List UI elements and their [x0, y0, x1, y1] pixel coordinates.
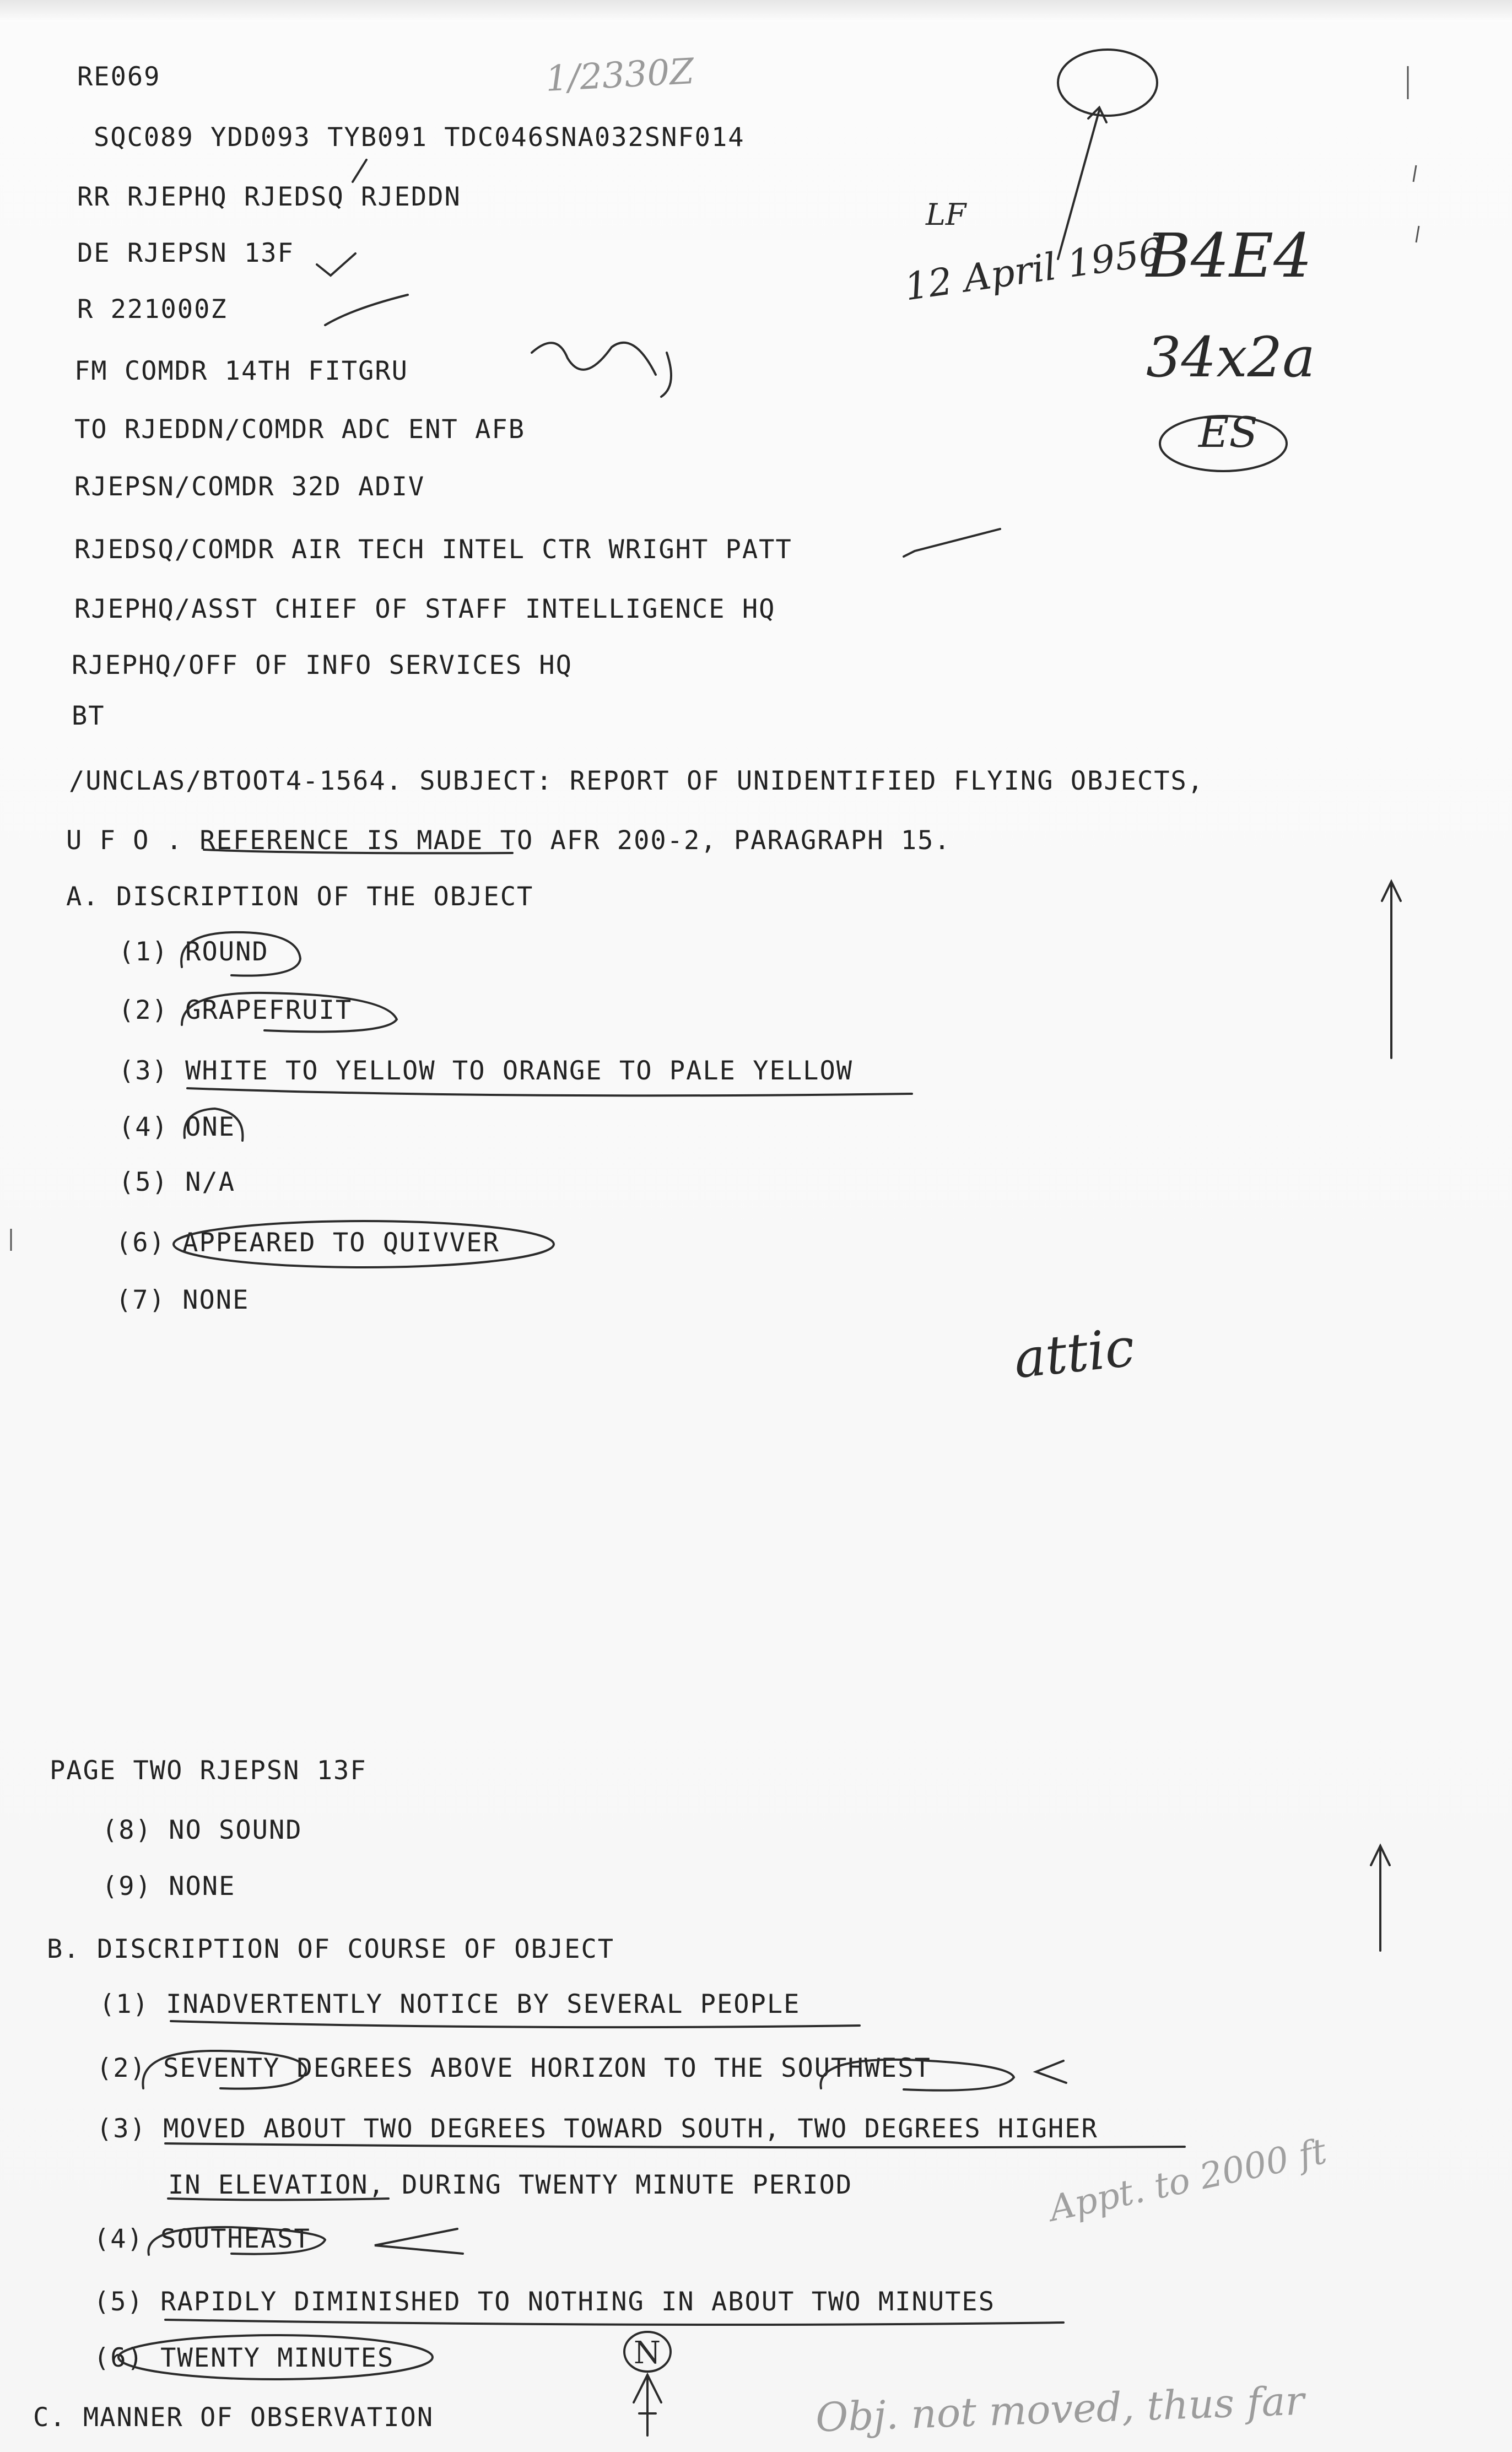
handwritten-margin-note: attic — [1011, 1316, 1138, 1391]
subject-line: /UNCLAS/BTOOT4-1564. SUBJECT: REPORT OF UNIDENTIFIED FLYING OBJECTS, — [69, 766, 1205, 796]
pointer-arrow-mark — [1058, 107, 1106, 259]
initials-oval — [1160, 416, 1287, 471]
section-b-item-1: (1) INADVERTENTLY NOTICE BY SEVERAL PEOPLE — [99, 1989, 801, 2019]
precedence-line: RR RJEPHQ RJEDSQ RJEDDN — [77, 182, 461, 212]
elevation-underline — [168, 2199, 388, 2200]
handwritten-code-top: B4E4 — [1146, 220, 1313, 291]
target-circle-mark — [1058, 50, 1157, 116]
moved-underline — [165, 2143, 1185, 2147]
handwritten-code-mid: 34x2a — [1146, 325, 1315, 390]
addressee-info-services: RJEPHQ/OFF OF INFO SERVICES HQ — [72, 650, 573, 680]
compass-circle-mark — [624, 2332, 671, 2372]
southeast-arrow-mark — [375, 2229, 463, 2254]
handwritten-april-note: 12 April 1956 — [901, 230, 1165, 310]
section-b-item-4: (4) SOUTHEAST — [94, 2224, 311, 2254]
twenty-minutes-circle-mark — [118, 2335, 433, 2379]
reference-line: U F O . REFERENCE IS MADE TO AFR 200-2, PARAGRAPH 15. — [66, 825, 951, 856]
round-circle-mark — [181, 932, 300, 976]
section-b-item-6: (6) TWENTY MINUTES — [94, 2343, 395, 2373]
southeast-circle-mark — [148, 2227, 325, 2255]
continued-item-8: (8) NO SOUND — [102, 1815, 303, 1845]
inadvertently-underline — [171, 2021, 860, 2027]
handwritten-lf-note: LF — [926, 197, 966, 232]
compass-arrow-mark — [634, 2375, 661, 2435]
southwest-circle-mark — [820, 2060, 1014, 2091]
check-mark-1 — [317, 253, 355, 276]
check-mark-2 — [325, 295, 408, 325]
section-a-item-5: (5) N/A — [118, 1167, 236, 1197]
one-circle-mark — [185, 1109, 243, 1141]
routing-codes: SQC089 YDD093 TYB091 TDC046SNA032SNF014 — [94, 122, 745, 153]
grapefruit-circle-mark — [182, 993, 397, 1032]
initials-scribble — [532, 343, 671, 397]
section-b-item-3: (3) MOVED ABOUT TWO DEGREES TOWARD SOUTH, TWO DEGREES HIGHER — [96, 2114, 1098, 2144]
tick-under-tyb — [353, 160, 366, 182]
southwest-arrow-mark — [1036, 2061, 1066, 2083]
color-underline — [187, 1088, 912, 1095]
section-a-item-2: (2) GRAPEFRUIT — [118, 995, 353, 1025]
seventy-circle-mark — [143, 2051, 306, 2089]
addressee-32d-adiv: RJEPSN/COMDR 32D ADIV — [74, 472, 425, 502]
to-line: TO RJEDDN/COMDR ADC ENT AFB — [74, 414, 526, 445]
section-c-heading: C. MANNER OF OBSERVATION — [33, 2402, 434, 2433]
section-a-item-1: (1) ROUND — [118, 937, 269, 967]
margin-tick-3 — [1416, 226, 1419, 242]
margin-tick-2 — [1413, 165, 1416, 182]
handwritten-time-note: 1/2330Z — [544, 51, 695, 100]
quivver-circle-mark — [174, 1221, 554, 1267]
section-a-item-4: (4) ONE — [118, 1112, 236, 1142]
handwritten-initials: ES — [1198, 408, 1258, 457]
handwritten-bottom-note: Obj. not moved, thus far — [814, 2377, 1305, 2441]
section-a-item-3: (3) WHITE TO YELLOW TO ORANGE TO PALE YELLOW — [118, 1056, 854, 1086]
section-a-item-7: (7) NONE — [116, 1285, 250, 1315]
section-b-item-3-continued: IN ELEVATION, DURING TWENTY MINUTE PERIOD — [168, 2170, 853, 2200]
reference-underline — [204, 850, 512, 853]
section-b-item-2: (2) SEVENTY DEGREES ABOVE HORIZON TO THE SOUTHWEST — [96, 2053, 931, 2083]
section-a-heading: A. DISCRIPTION OF THE OBJECT — [66, 882, 534, 912]
break-marker: BT — [72, 701, 105, 731]
section-b-item-5: (5) RAPIDLY DIMINISHED TO NOTHING IN ABOUT TWO MINUTES — [94, 2287, 996, 2317]
check-mark-3 — [904, 529, 1000, 557]
section-a-item-6: (6) APPEARED TO QUIVVER — [116, 1228, 500, 1258]
margin-arrow-lower — [1371, 1846, 1390, 1951]
addressee-intelligence: RJEPHQ/ASST CHIEF OF STAFF INTELLIGENCE HQ — [74, 594, 776, 624]
margin-arrow-upper — [1382, 882, 1401, 1058]
message-number: RE069 — [77, 62, 161, 92]
page-two-header: PAGE TWO RJEPSN 13F — [50, 1756, 367, 1786]
handwritten-compass-letter: N — [634, 2335, 661, 2371]
section-b-heading: B. DISCRIPTION OF COURSE OF OBJECT — [47, 1934, 615, 1964]
from-line: FM COMDR 14TH FITGRU — [74, 356, 408, 386]
date-time-group: R 221000Z — [77, 294, 228, 325]
continued-item-9: (9) NONE — [102, 1871, 236, 1902]
addressee-atic: RJEDSQ/COMDR AIR TECH INTEL CTR WRIGHT PATT — [74, 534, 792, 565]
diminished-underline — [165, 2320, 1063, 2325]
originator-line: DE RJEPSN 13F — [77, 238, 294, 268]
handwritten-right-note: Appt. to 2000 ft — [1045, 2131, 1330, 2230]
